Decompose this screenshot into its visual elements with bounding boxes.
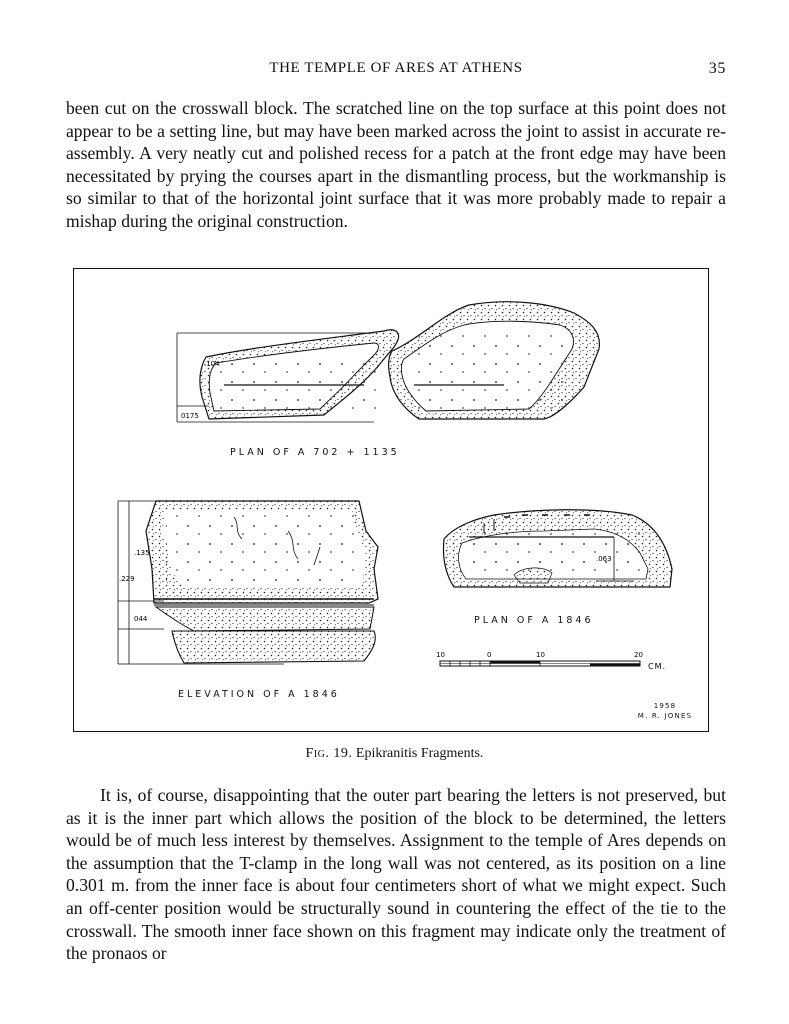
dim-135: .135 [134,549,150,557]
scale-tick-0: 0 [487,651,492,659]
figure-drawing [74,269,710,733]
label-plan-a1846: PLAN OF A 1846 [474,615,594,626]
dim-229: .229 [119,575,135,583]
plan-a1846-drawing [443,510,672,587]
scale-tick-10: 10 [536,651,545,659]
scale-tick-10-left: 10 [436,651,445,659]
label-elevation-a1846: ELEVATION OF A 1846 [178,689,340,700]
scale-bar [440,661,640,666]
scale-tick-20: 20 [634,651,643,659]
scale-unit: CM. [648,662,667,671]
figure-19 [73,268,709,732]
elevation-a1846-drawing [118,501,378,664]
figure-caption [0,746,789,762]
body-paragraph-2: It is, of course, disappointing that the outer part bearing the letters is not preserved, but as it is the inner part which allows the position of the block to be determined, the letters would be of much less interest by themselves. Assignment to the temple of Ares depends on the assumption that the T-clamp in the long wall was not centered, as its position on a line 0.301 m. from the inner face is about four centimeters short of what we might expect. Such an off-center position would be structurally sound in countering the effect of the tie to the crosswall. The smooth inner face shown on this fragment may indicate only the treatment of the pronaos or [66,785,726,964]
credit-year: 1958 [653,702,677,710]
dim-063: .063 [596,555,612,563]
drafter-credit [630,701,700,721]
caption-label: Fig. 19. [305,746,353,761]
dim-104: .104 [204,360,220,368]
running-title: THE TEMPLE OF ARES AT ATHENS [269,60,523,76]
credit-author: M. R. JONES [637,712,693,720]
dim-0175: 0175 [181,412,199,420]
body-paragraph-1: been cut on the crosswall block. The scratched line on the top surface at this point does not appear to be a setting line, but may have been marked across the joint to assist in accurate re-assembly. A very neatly cut and polished recess for a patch at the front edge may have been necessitated by prying the courses apart in the dismantling process, but the workmanship is so similar to that of the horizontal joint surface that it was more probably made to repair a mishap during the original construction. [66,98,726,231]
dim-044: 044 [134,615,148,623]
page-number: 35 [708,60,726,77]
caption-text: Epikranitis Fragments. [355,746,484,761]
plan-a702-drawing [177,302,599,422]
label-plan-a702: PLAN OF A 702 + 1135 [230,447,400,458]
running-head [66,60,726,82]
